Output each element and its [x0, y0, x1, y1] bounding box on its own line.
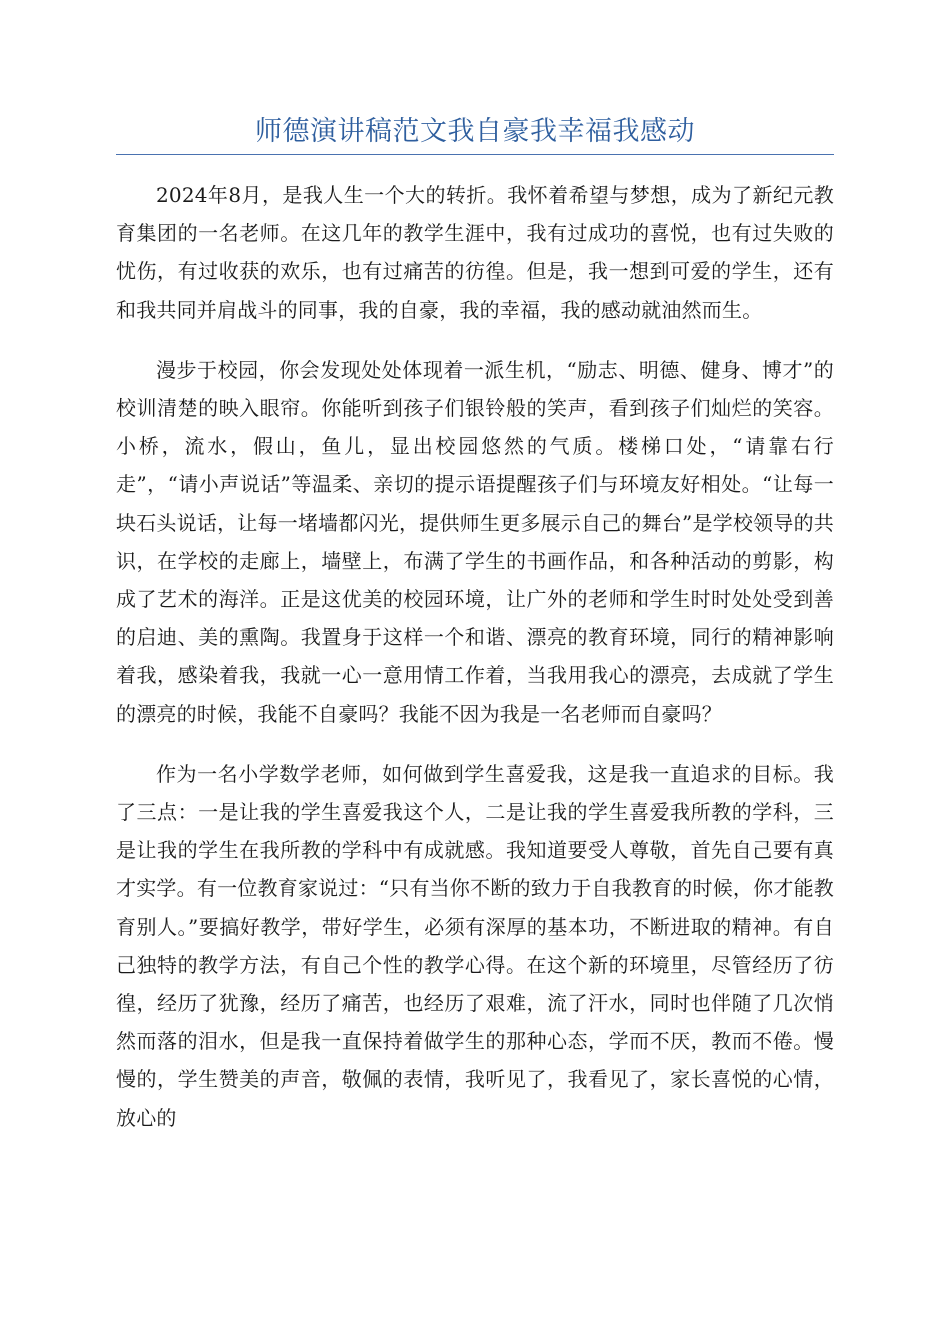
title-underline [116, 154, 834, 155]
paragraph-1: 2024年8月，是我人生一个大的转折。我怀着希望与梦想，成为了新纪元教育集团的一名老师。在这几年的教学生涯中，我有过成功的喜悦，也有过失败的忧伤，有过收获的欢乐，也有过痛苦的彷徨。但是，我一想到可爱的学生，还有和我共同并肩战斗的同事，我的自豪，我的幸福，我的感动就油然而生。 [116, 183, 834, 322]
document-body [116, 176, 834, 1159]
paragraph-3: 作为一名小学数学老师，如何做到学生喜爱我，这是我一直追求的目标。我了三点：一是让我的学生喜爱我这个人，二是让我的学生喜爱我所教的学科，三是让我的学生在我所教的学科中有成就感。我知道要受人尊敬，首先自己要有真才实学。有一位教育家说过：“只有当你不断的致力于自我教育的时候，你才能教育别人。”要搞好教学，带好学生，必须有深厚的基本功，不断进取的精神。有自己独特的教学方法，有自己个性的教学心得。在这个新的环境里，尽管经历了彷徨，经历了犹豫，经历了痛苦，也经历了艰难，流了汗水，同时也伴随了几次悄然而落的泪水，但是我一直保持着做学生的那种心态，学而不厌，教而不倦。慢慢的，学生赞美的声音，敬佩的表情，我听见了，我看见了，家长喜悦的心情，放心的 [116, 761, 834, 1130]
document-title: 师德演讲稿范文我自豪我幸福我感动 [255, 116, 695, 147]
paragraph-2: 漫步于校园，你会发现处处体现着一派生机，“励志、明德、健身、博才”的校训清楚的映入眼帘。你能听到孩子们银铃般的笑声，看到孩子们灿烂的笑容。小桥，流水，假山，鱼儿，显出校园悠然的气质。楼梯口处，“请靠右行走”，“请小声说话”等温柔、亲切的提示语提醒孩子们与环境友好相处。“让每一块石头说话，让每一堵墙都闪光，提供师生更多展示自己的舞台”是学校领导的共识，在学校的走廊上，墙壁上，布满了学生的书画作品，和各种活动的剪影，构成了艺术的海洋。正是这优美的校园环境，让广外的老师和学生时时处处受到善的启迪、美的熏陶。我置身于这样一个和谐、漂亮的教育环境，同行的精神影响着我，感染着我，我就一心一意用情工作着，当我用我心的漂亮，去成就了学生的漂亮的时候，我能不自豪吗？我能不因为我是一名老师而自豪吗？ [116, 357, 834, 726]
